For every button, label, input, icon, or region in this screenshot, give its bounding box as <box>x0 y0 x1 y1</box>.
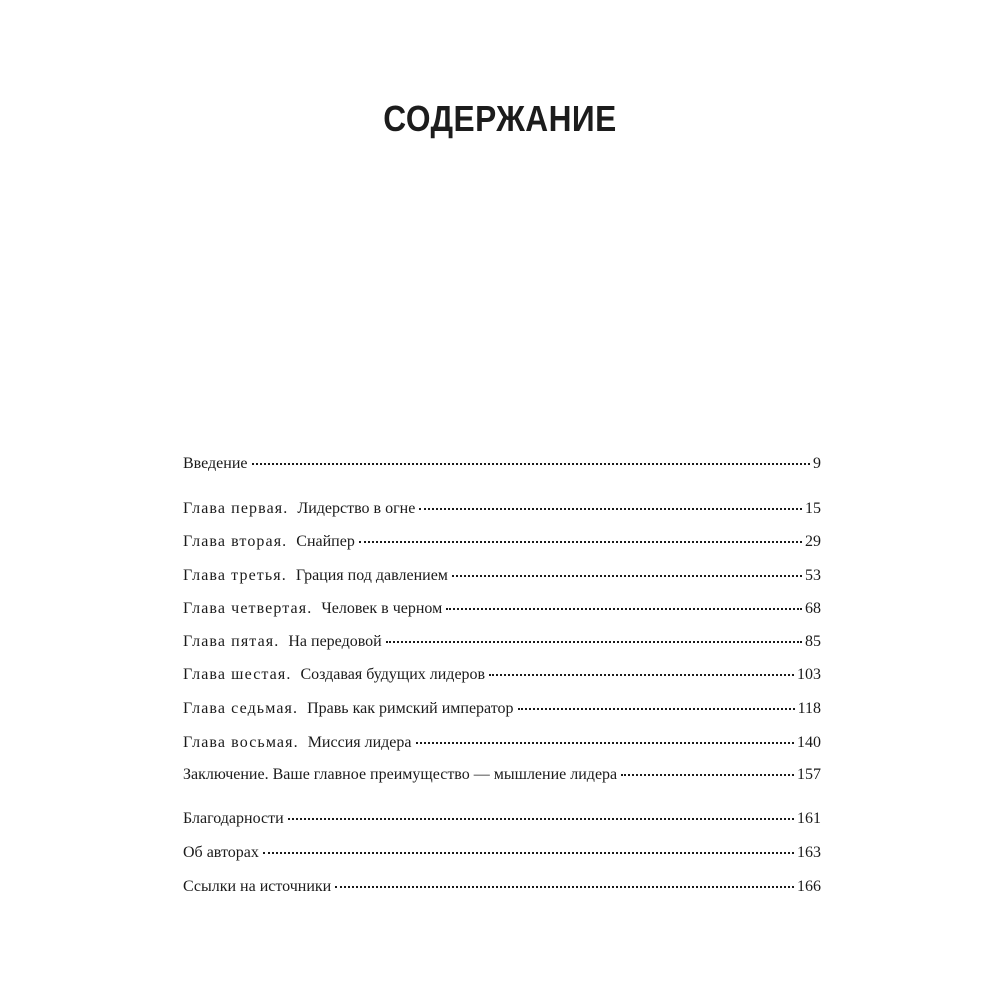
toc-entry-title: Снайпер <box>296 533 355 550</box>
toc-entry-title: Ссылки на источники <box>183 878 332 895</box>
toc-entry-title: Создавая будущих лидеров <box>300 666 486 683</box>
toc-page-number: 53 <box>805 567 821 584</box>
toc-chapter-number: Глава четвертая. <box>183 600 313 617</box>
page-title: СОДЕРЖАНИЕ <box>383 98 617 139</box>
toc-entry[interactable] <box>183 597 821 621</box>
toc-entry-title: Грация под давлением <box>295 567 448 584</box>
toc-chapter-number: Глава первая. <box>183 500 289 517</box>
toc-page-number: 29 <box>805 533 821 550</box>
toc-entry[interactable] <box>183 731 821 755</box>
toc-entry[interactable] <box>183 763 821 787</box>
toc-entry[interactable] <box>183 452 821 476</box>
toc-chapter-number: Глава третья. <box>183 567 287 584</box>
dot-leader <box>263 852 794 854</box>
toc-entry[interactable] <box>183 841 821 865</box>
toc-chapter-number: Глава седьмая. <box>183 700 299 717</box>
toc-entry-title: Заключение. Ваше главное преимущество — мышление лидера <box>183 766 618 783</box>
toc-page-number: 85 <box>805 633 821 650</box>
dot-leader <box>621 774 794 776</box>
toc-entry-title: Об авторах <box>183 844 259 861</box>
toc-entry[interactable] <box>183 875 821 899</box>
toc-entry-title: На передовой <box>288 633 382 650</box>
toc-page-number: 9 <box>813 455 821 472</box>
toc-page-number: 103 <box>797 666 821 683</box>
toc-page-number: 140 <box>797 734 821 751</box>
toc-page-number: 157 <box>797 766 821 783</box>
dot-leader <box>452 575 802 577</box>
toc-entry[interactable] <box>183 630 821 654</box>
toc-entry-title: Правь как римский император <box>307 700 514 717</box>
toc-entry[interactable] <box>183 697 821 721</box>
dot-leader <box>446 608 802 610</box>
toc-chapter-number: Глава пятая. <box>183 633 280 650</box>
dot-leader <box>288 818 794 820</box>
dot-leader <box>419 508 802 510</box>
dot-leader <box>252 463 811 465</box>
dot-leader <box>359 541 802 543</box>
dot-leader <box>335 886 794 888</box>
toc-page-number: 15 <box>805 500 821 517</box>
toc-entry[interactable] <box>183 564 821 588</box>
toc-page-number: 163 <box>797 844 821 861</box>
toc-chapter-number: Глава шестая. <box>183 666 292 683</box>
toc-entry-title: Человек в черном <box>321 600 443 617</box>
dot-leader <box>386 641 802 643</box>
toc-entry[interactable] <box>183 807 821 831</box>
toc-page-number: 166 <box>797 878 821 895</box>
dot-leader <box>489 674 794 676</box>
toc-chapter-number: Глава восьмая. <box>183 734 299 751</box>
toc-entry[interactable] <box>183 497 821 521</box>
toc-entry-title: Миссия лидера <box>307 734 412 751</box>
toc-page-number: 68 <box>805 600 821 617</box>
dot-leader <box>416 742 794 744</box>
toc-entry[interactable] <box>183 663 821 687</box>
toc-entry-title: Введение <box>183 455 248 472</box>
toc-entry-title: Лидерство в огне <box>297 500 416 517</box>
toc-chapter-number: Глава вторая. <box>183 533 288 550</box>
toc-page-number: 161 <box>797 810 821 827</box>
dot-leader <box>518 708 795 710</box>
toc-page-number: 118 <box>797 700 821 717</box>
toc-entry-title: Благодарности <box>183 810 284 827</box>
toc-entry[interactable] <box>183 530 821 554</box>
